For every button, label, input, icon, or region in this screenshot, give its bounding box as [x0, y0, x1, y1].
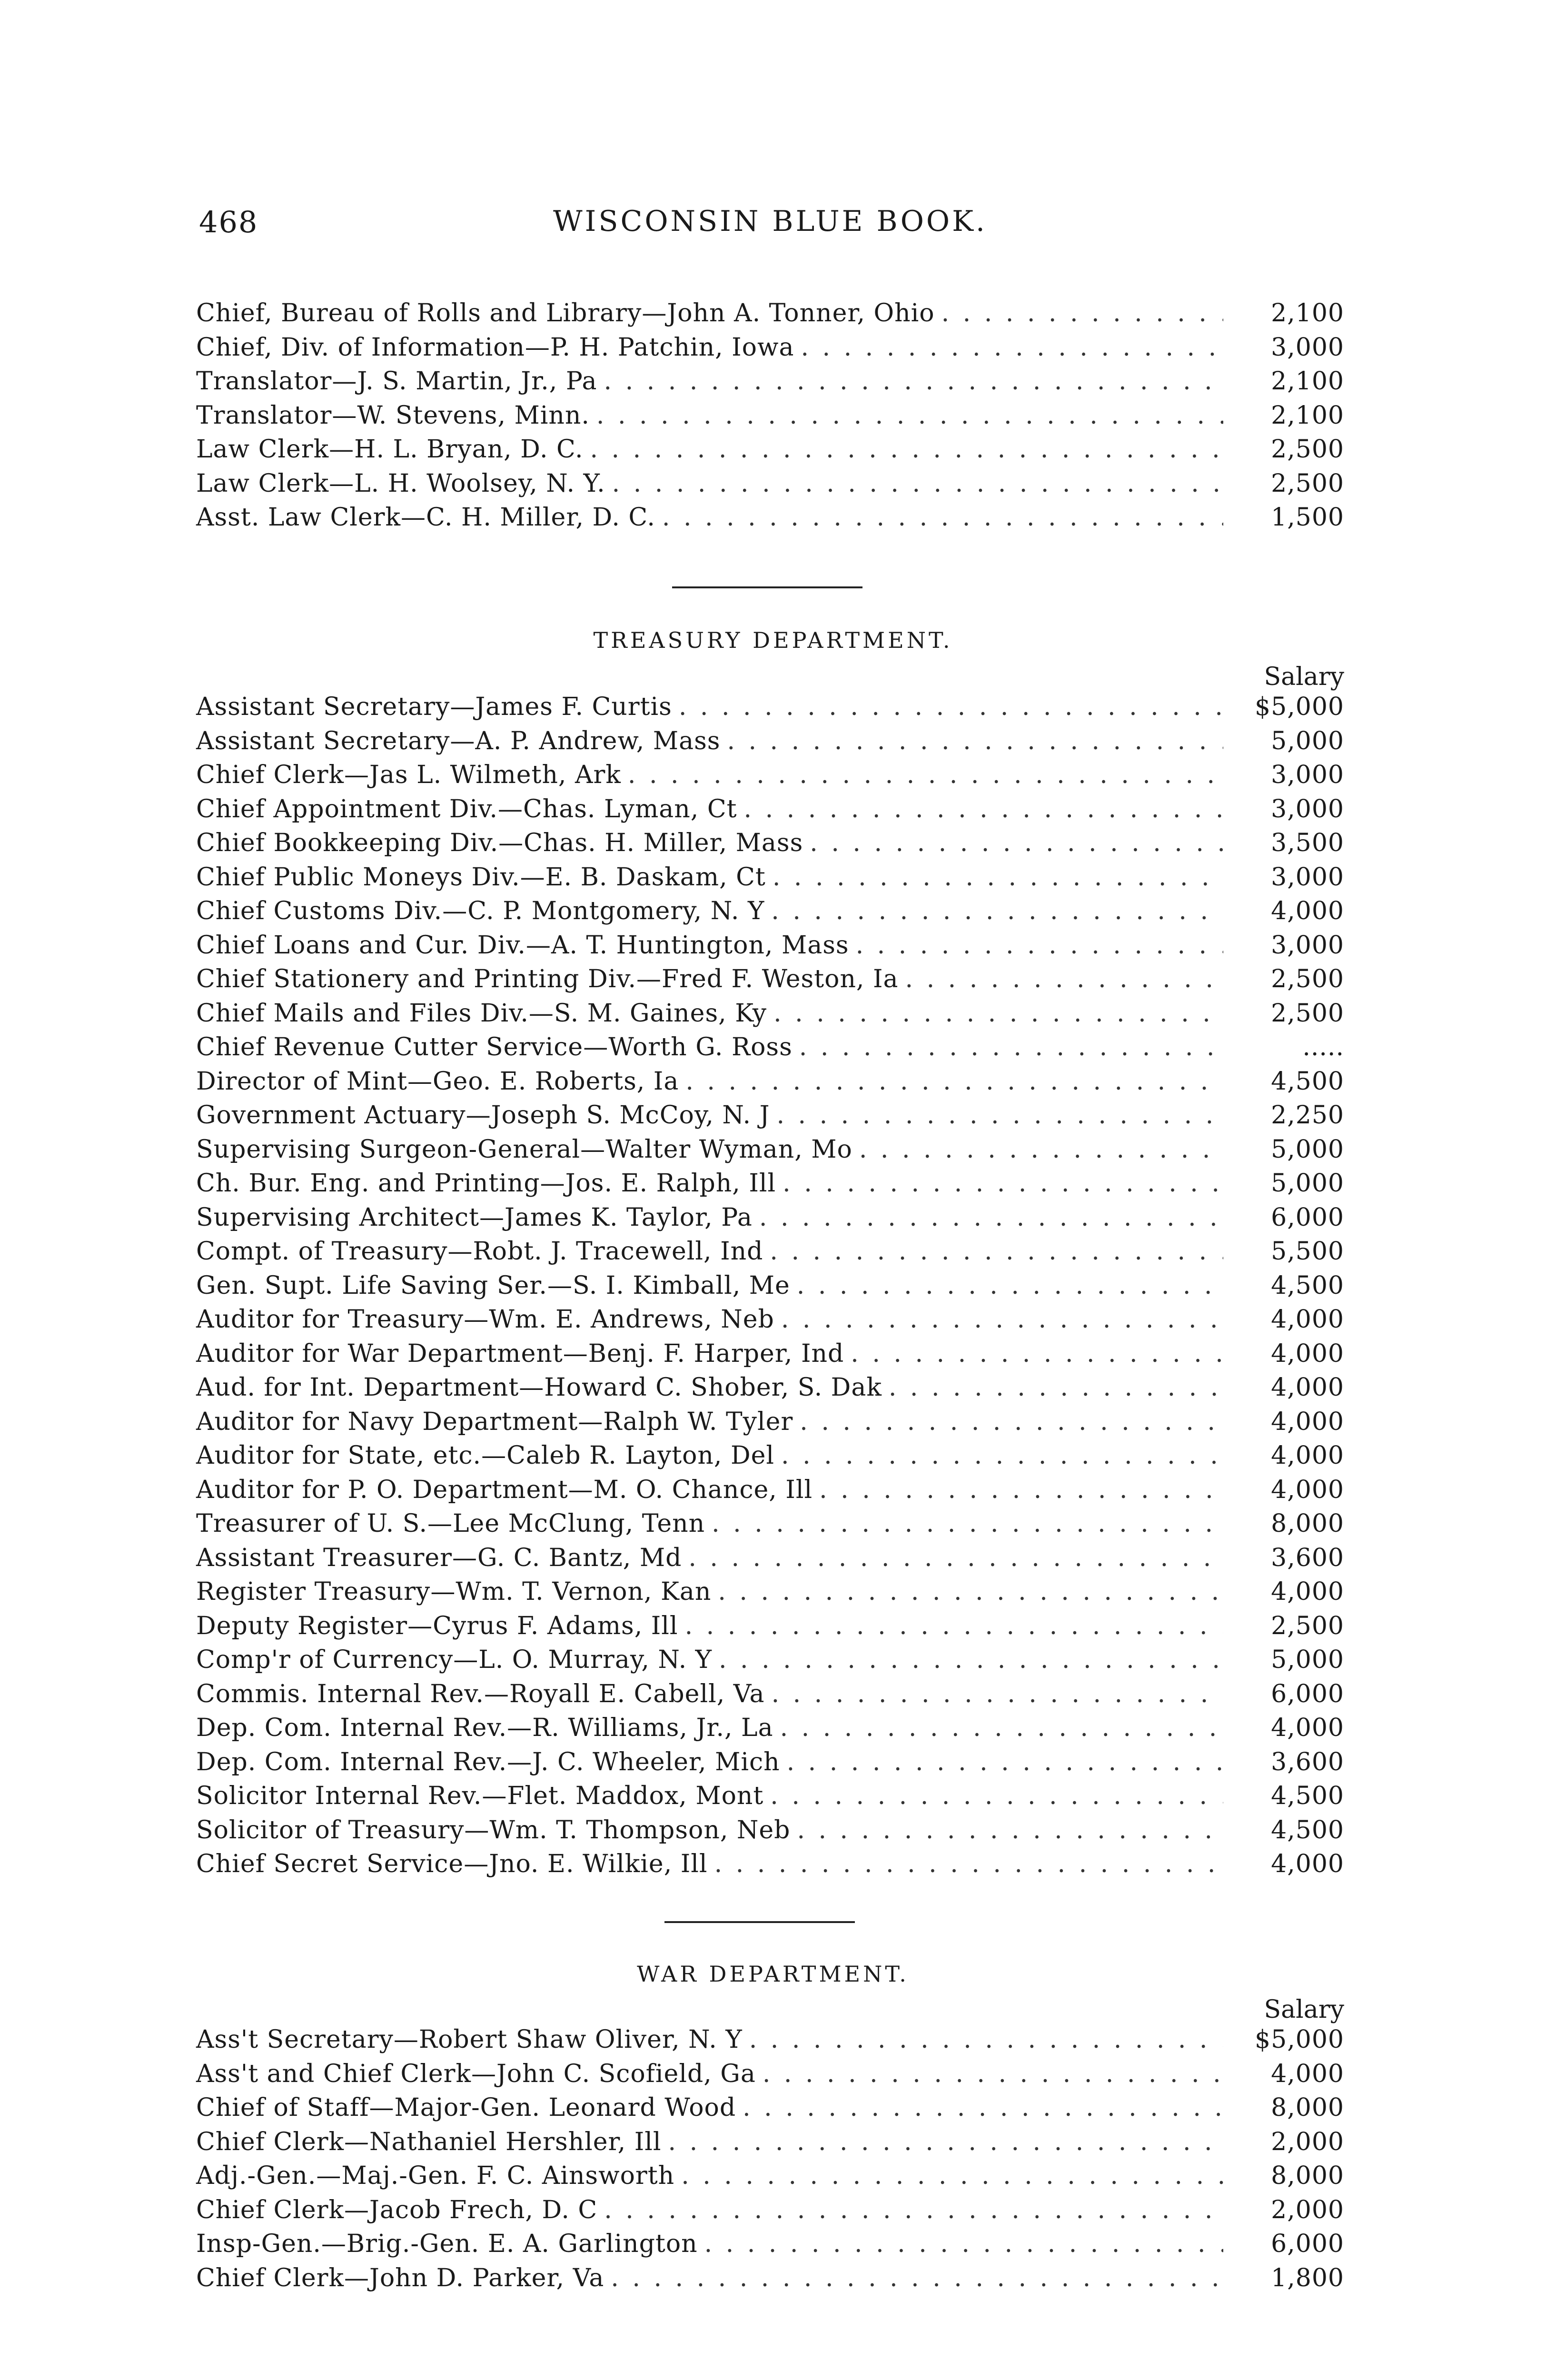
salary-value: 4,500	[1271, 1815, 1344, 1844]
dot-leader	[797, 1816, 1223, 1844]
official-title-and-name: Chief Clerk—Jacob Frech, D. C	[196, 2195, 598, 2224]
official-title-and-name: Chief Mails and Files Div.—S. M. Gaines, Ky	[196, 999, 767, 1028]
dot-leader	[810, 829, 1223, 857]
treasury-department-list	[196, 693, 1344, 1884]
table-row	[196, 2264, 1344, 2298]
official-title-and-name: Auditor for Treasury—Wm. E. Andrews, Neb	[196, 1305, 774, 1334]
table-row	[196, 299, 1344, 333]
salary-value: 2,100	[1271, 299, 1344, 327]
section-divider	[664, 1921, 855, 1923]
dot-leader	[712, 1509, 1223, 1538]
official-title-and-name: Chief Secret Service—Jno. E. Wilkie, Ill	[196, 1850, 708, 1878]
official-title-and-name: Ass't and Chief Clerk—John C. Scofield, Ga	[196, 2059, 756, 2088]
salary-value: 4,500	[1271, 1067, 1344, 1096]
dot-leader	[727, 727, 1223, 755]
dot-leader	[770, 1782, 1223, 1810]
war-section-title: WAR DEPARTMENT.	[637, 1961, 909, 1987]
official-title-and-name: Law Clerk—L. H. Woolsey, N. Y.	[196, 469, 605, 498]
salary-value: 4,500	[1271, 1782, 1344, 1810]
dot-leader	[668, 2128, 1223, 2156]
dot-leader	[819, 1476, 1223, 1504]
official-title-and-name: Chief Appointment Div.—Chas. Lyman, Ct	[196, 794, 737, 823]
official-title-and-name: Chief, Div. of Information—P. H. Patchin, Iowa	[196, 333, 794, 362]
dot-leader	[685, 1067, 1223, 1096]
table-row	[196, 1101, 1344, 1135]
table-row	[196, 761, 1344, 795]
salary-value: 4,000	[1271, 2059, 1344, 2088]
salary-value: 3,000	[1271, 333, 1344, 362]
table-row	[196, 965, 1344, 999]
salary-value: 2,500	[1271, 1611, 1344, 1640]
official-title-and-name: Chief Clerk—Nathaniel Hershler, Ill	[196, 2127, 662, 2156]
dot-leader	[905, 965, 1223, 993]
salary-value: 5,000	[1271, 1646, 1344, 1674]
salary-value: 2,100	[1271, 401, 1344, 430]
dot-leader	[770, 1237, 1223, 1266]
table-row	[196, 1816, 1344, 1850]
section-divider	[672, 586, 862, 588]
dot-leader	[679, 693, 1223, 721]
official-title-and-name: Chief Bookkeeping Div.—Chas. H. Miller, Mass	[196, 829, 803, 857]
salary-value: 3,000	[1271, 794, 1344, 823]
dot-leader	[801, 333, 1224, 362]
dot-leader	[773, 999, 1223, 1028]
war-department-list	[196, 2025, 1344, 2298]
official-title-and-name: Ass't Secretary—Robert Shaw Oliver, N. Y	[196, 2025, 743, 2054]
war-salary-header: Salary	[1264, 1995, 1344, 2024]
dot-leader	[718, 1577, 1223, 1606]
official-title-and-name: Dep. Com. Internal Rev.—R. Williams, Jr., La	[196, 1714, 773, 1742]
official-title-and-name: Solicitor Internal Rev.—Flet. Maddox, Mont	[196, 1782, 764, 1810]
official-title-and-name: Chief of Staff—Major-Gen. Leonard Wood	[196, 2093, 736, 2122]
official-title-and-name: Solicitor of Treasury—Wm. T. Thompson, Neb	[196, 1815, 791, 1844]
salary-value: 4,000	[1271, 1373, 1344, 1402]
dot-leader	[941, 299, 1223, 327]
official-title-and-name: Auditor for War Department—Benj. F. Harper, Ind	[196, 1339, 844, 1368]
table-row	[196, 1748, 1344, 1782]
state-department-continued-list	[196, 299, 1344, 537]
official-title-and-name: Chief Revenue Cutter Service—Worth G. Ross	[196, 1033, 793, 1061]
salary-value: 5,000	[1271, 1169, 1344, 1198]
salary-value: 5,000	[1271, 726, 1344, 755]
dot-leader	[799, 1033, 1223, 1061]
dot-leader	[800, 1408, 1223, 1436]
salary-value: 6,000	[1271, 1203, 1344, 1232]
page-number: 468	[199, 205, 258, 239]
dot-leader	[719, 1646, 1223, 1674]
salary-value: 4,000	[1271, 1850, 1344, 1878]
table-row	[196, 1544, 1344, 1578]
official-title-and-name: Deputy Register—Cyrus F. Adams, Ill	[196, 1611, 678, 1640]
salary-value: 3,000	[1271, 931, 1344, 960]
official-title-and-name: Register Treasury—Wm. T. Vernon, Kan	[196, 1577, 712, 1606]
salary-value: 4,000	[1271, 1475, 1344, 1504]
official-title-and-name: Supervising Architect—James K. Taylor, Pa	[196, 1203, 753, 1232]
official-title-and-name: Commis. Internal Rev.—Royall E. Cabell, Va	[196, 1679, 765, 1708]
salary-value: 2,500	[1271, 469, 1344, 498]
table-row	[196, 1169, 1344, 1203]
salary-value: 2,500	[1271, 999, 1344, 1028]
salary-value: 2,000	[1271, 2127, 1344, 2156]
dot-leader	[851, 1339, 1223, 1368]
official-title-and-name: Auditor for P. O. Department—M. O. Chance, Ill	[196, 1475, 813, 1504]
table-row	[196, 1441, 1344, 1476]
official-title-and-name: Chief Public Moneys Div.—E. B. Daskam, Ct	[196, 863, 766, 892]
official-title-and-name: Law Clerk—H. L. Bryan, D. C.	[196, 435, 584, 464]
table-row	[196, 401, 1344, 436]
official-title-and-name: Assistant Treasurer—G. C. Bantz, Md	[196, 1543, 682, 1572]
official-title-and-name: Government Actuary—Joseph S. McCoy, N. J	[196, 1101, 770, 1130]
official-title-and-name: Chief Stationery and Printing Div.—Fred F. Weston, Ia	[196, 965, 899, 993]
table-row	[196, 897, 1344, 931]
salary-value: 5,500	[1271, 1237, 1344, 1266]
table-row	[196, 2128, 1344, 2162]
salary-value: 4,000	[1271, 1577, 1344, 1606]
dot-leader	[749, 2025, 1223, 2054]
official-title-and-name: Chief, Bureau of Rolls and Library—John A. Tonner, Ohio	[196, 299, 935, 327]
dot-leader	[797, 1271, 1223, 1300]
salary-value: 8,000	[1271, 2093, 1344, 2122]
salary-value: 3,600	[1271, 1543, 1344, 1572]
dot-leader	[763, 2060, 1223, 2088]
dot-leader	[776, 1101, 1223, 1130]
dot-leader	[780, 1714, 1223, 1742]
salary-value: 2,100	[1271, 367, 1344, 396]
dot-leader	[783, 1169, 1223, 1198]
salary-value: 4,000	[1271, 897, 1344, 925]
table-row	[196, 1646, 1344, 1680]
salary-value: 3,000	[1271, 761, 1344, 789]
table-row	[196, 1373, 1344, 1408]
table-row	[196, 999, 1344, 1033]
salary-value: 4,500	[1271, 1271, 1344, 1300]
official-title-and-name: Adj.-Gen.—Maj.-Gen. F. C. Ainsworth	[196, 2162, 675, 2190]
dot-leader	[611, 2264, 1223, 2292]
salary-value: 3,500	[1271, 829, 1344, 857]
table-row	[196, 1339, 1344, 1374]
official-title-and-name: Chief Loans and Cur. Div.—A. T. Huntington, Mass	[196, 931, 849, 960]
dot-leader	[685, 1612, 1223, 1640]
salary-value: .....	[1302, 1033, 1344, 1061]
table-row	[196, 1509, 1344, 1544]
dot-leader	[688, 1544, 1223, 1572]
dot-leader	[771, 897, 1223, 925]
dot-leader	[781, 1305, 1223, 1334]
dot-leader	[604, 2196, 1223, 2224]
official-title-and-name: Treasurer of U. S.—Lee McClung, Tenn	[196, 1509, 705, 1538]
table-row	[196, 1850, 1344, 1884]
official-title-and-name: Director of Mint—Geo. E. Roberts, Ia	[196, 1067, 679, 1096]
table-row	[196, 1476, 1344, 1510]
official-title-and-name: Auditor for Navy Department—Ralph W. Tyler	[196, 1407, 793, 1436]
official-title-and-name: Aud. for Int. Department—Howard C. Shober, S. Dak	[196, 1373, 882, 1402]
table-row	[196, 1067, 1344, 1101]
official-title-and-name: Ch. Bur. Eng. and Printing—Jos. E. Ralph, Ill	[196, 1169, 776, 1198]
official-title-and-name: Assistant Secretary—James F. Curtis	[196, 693, 672, 721]
salary-value: 3,600	[1271, 1747, 1344, 1776]
table-row	[196, 435, 1344, 469]
dot-leader	[773, 863, 1223, 892]
official-title-and-name: Translator—W. Stevens, Minn.	[196, 401, 590, 430]
salary-value: 6,000	[1271, 2230, 1344, 2258]
table-row	[196, 829, 1344, 863]
table-row	[196, 931, 1344, 965]
table-row	[196, 1033, 1344, 1067]
table-row	[196, 2162, 1344, 2196]
official-title-and-name: Comp'r of Currency—L. O. Murray, N. Y	[196, 1646, 712, 1674]
salary-value: 2,250	[1271, 1101, 1344, 1130]
dot-leader	[681, 2162, 1223, 2190]
official-title-and-name: Translator—J. S. Martin, Jr., Pa	[196, 367, 597, 396]
salary-value: 6,000	[1271, 1679, 1344, 1708]
salary-value: $5,000	[1255, 2025, 1344, 2054]
table-row	[196, 1135, 1344, 1170]
table-row	[196, 2230, 1344, 2264]
salary-value: 8,000	[1271, 2162, 1344, 2190]
table-row	[196, 1714, 1344, 1748]
table-row	[196, 1782, 1344, 1816]
official-title-and-name: Chief Clerk—Jas L. Wilmeth, Ark	[196, 761, 621, 789]
dot-leader	[714, 1850, 1223, 1878]
treasury-salary-header: Salary	[1264, 663, 1344, 691]
dot-leader	[743, 2093, 1223, 2122]
table-row	[196, 333, 1344, 367]
table-row	[196, 469, 1344, 504]
salary-value: 1,800	[1271, 2263, 1344, 2292]
table-row	[196, 1203, 1344, 1238]
salary-value: 2,000	[1271, 2195, 1344, 2224]
table-row	[196, 727, 1344, 761]
salary-value: 4,000	[1271, 1441, 1344, 1470]
running-title: WISCONSIN BLUE BOOK.	[553, 205, 988, 238]
dot-leader	[628, 761, 1223, 789]
salary-value: $5,000	[1255, 693, 1344, 721]
table-row	[196, 1612, 1344, 1646]
table-row	[196, 2060, 1344, 2094]
dot-leader	[596, 401, 1223, 430]
table-row	[196, 503, 1344, 537]
dot-leader	[772, 1680, 1223, 1708]
dot-leader	[859, 1135, 1223, 1164]
page-header	[199, 205, 1341, 252]
table-row	[196, 693, 1344, 727]
salary-value: 4,000	[1271, 1714, 1344, 1742]
dot-leader	[744, 795, 1223, 823]
table-row	[196, 2196, 1344, 2230]
table-row	[196, 367, 1344, 401]
official-title-and-name: Auditor for State, etc.—Caleb R. Layton, Del	[196, 1441, 775, 1470]
salary-value: 4,000	[1271, 1305, 1344, 1334]
official-title-and-name: Dep. Com. Internal Rev.—J. C. Wheeler, Mich	[196, 1747, 780, 1776]
official-title-and-name: Insp-Gen.—Brig.-Gen. E. A. Garlington	[196, 2230, 698, 2258]
dot-leader	[612, 469, 1223, 498]
salary-value: 2,500	[1271, 435, 1344, 464]
table-row	[196, 2025, 1344, 2060]
dot-leader	[662, 503, 1223, 532]
official-title-and-name: Compt. of Treasury—Robt. J. Tracewell, Ind	[196, 1237, 763, 1266]
table-row	[196, 1577, 1344, 1612]
dot-leader	[781, 1441, 1223, 1470]
salary-value: 8,000	[1271, 1509, 1344, 1538]
official-title-and-name: Assistant Secretary—A. P. Andrew, Mass	[196, 726, 721, 755]
salary-value: 3,000	[1271, 863, 1344, 892]
dot-leader	[856, 931, 1223, 960]
official-title-and-name: Chief Clerk—John D. Parker, Va	[196, 2263, 605, 2292]
dot-leader	[787, 1748, 1223, 1776]
salary-value: 4,000	[1271, 1407, 1344, 1436]
official-title-and-name: Asst. Law Clerk—C. H. Miller, D. C.	[196, 503, 655, 532]
table-row	[196, 863, 1344, 897]
table-row	[196, 2093, 1344, 2128]
table-row	[196, 1680, 1344, 1714]
salary-value: 2,500	[1271, 965, 1344, 993]
table-row	[196, 1305, 1344, 1339]
salary-value: 1,500	[1271, 503, 1344, 532]
dot-leader	[704, 2230, 1223, 2258]
dot-leader	[604, 367, 1223, 396]
dot-leader	[759, 1203, 1223, 1232]
table-row	[196, 1271, 1344, 1306]
table-row	[196, 1408, 1344, 1442]
dot-leader	[590, 435, 1223, 464]
dot-leader	[889, 1373, 1223, 1402]
salary-value: 5,000	[1271, 1135, 1344, 1164]
official-title-and-name: Supervising Surgeon-General—Walter Wyman, Mo	[196, 1135, 852, 1164]
treasury-section-title: TREASURY DEPARTMENT.	[593, 627, 953, 653]
official-title-and-name: Gen. Supt. Life Saving Ser.—S. I. Kimball, Me	[196, 1271, 790, 1300]
official-title-and-name: Chief Customs Div.—C. P. Montgomery, N. Y	[196, 897, 765, 925]
salary-value: 4,000	[1271, 1339, 1344, 1368]
table-row	[196, 795, 1344, 829]
table-row	[196, 1237, 1344, 1271]
